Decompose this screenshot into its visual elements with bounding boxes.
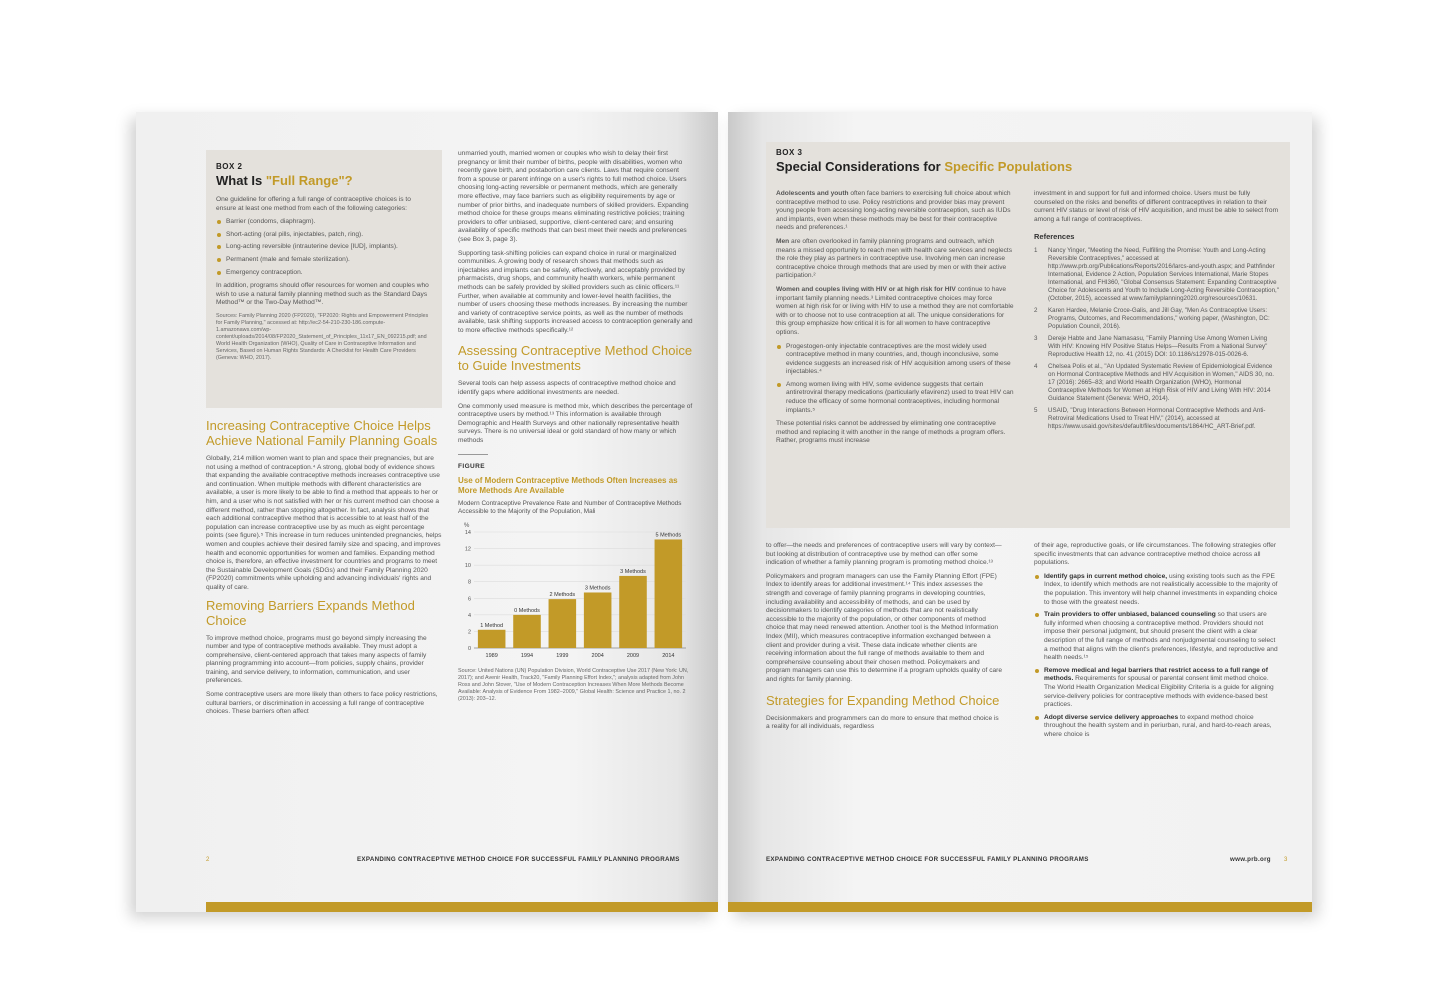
x-tick-label: 1999 <box>556 652 569 659</box>
y-tick-label: 0 <box>467 645 471 652</box>
list-item: Remove medical and legal barriers that restrict access to a full range of methods. Requirements for spousal or parental consent limit method choice. The World Health Organization Medical Eligibility Criteria is a guide for aligning service-delivery policies for contraceptive methods with evidence-based best practices. <box>1034 667 1280 710</box>
list-item: Adopt diverse service delivery approaches to expand method choice throughout the health system and in periurban, rural, and hard-to-reach areas, where choice is <box>1034 714 1280 740</box>
box-3-col-2 <box>1034 190 1280 435</box>
box-3 <box>766 142 1290 528</box>
y-tick-label: 2 <box>467 629 471 636</box>
category-list <box>216 218 432 277</box>
x-tick-label: 2009 <box>626 652 640 659</box>
paragraph: unmarried youth, married women or couples who wish to delay their first pregnancy or limit their number of births, people with disabilities, women who recently gave birth, and postabortion care clients. Laws that require consent from a spouse or parent infringe on a user's rights to full method choice. Users choosing long-acting reversible or permanent methods, which are generally more effective, may face barriers such as eligibility requirements by age or number of prior births, and inadequate numbers of skilled providers. Expanding method choice for these groups means eliminating restrictive policies; training providers to offer unbiased, supportive, client-centered care; and ensuring availability of specific methods that can best meet their needs and preferences (see Box 3, page 3). <box>458 150 689 243</box>
list-item: Barrier (condoms, diaphragm). <box>216 218 432 227</box>
paragraph: of their age, reproductive goals, or life circumstances. The following strategies offer specific investments that can advance contraceptive method choice across all populations. <box>1034 542 1277 567</box>
figure-source: Source: United Nations (UN) Population Division, World Contraceptive Use 2017 (New York: UN, 2017); and Avenir Health, Track20, "Family Planning Effort Index,"; analysis adapted from John Ross and John Stover, "Use of Modern Contraception Increases When More Methods Become Available: Analysis of Evidence From 1982–2009," Global Health: Science and Practice 1, no. 2 (2013): 203–12. <box>458 667 689 702</box>
section-heading: Increasing Contraceptive Choice Helps Achieve National Family Planning Goals <box>206 418 438 448</box>
list-item: Identify gaps in current method choice, using existing tools such as the FPE Index, to identify which methods are not realistically accessible to the majority of the population. This inventory will help channel investments in expanding choice to those with the greatest needs. <box>1034 573 1280 607</box>
reference-item: 5 USAID, "Drug Interactions Between Hormonal Contraceptive Methods and Anti-Retroviral Medications Used to Treat HIV," (2014), accessed at https://www.usaid.gov/sites/default/files/documents/1864/HC_ART-Brief.pdf. <box>1034 406 1266 430</box>
paragraph: One commonly used measure is method mix, which describes the percentage of contraceptive users by method.¹³ This information is available through Demographic and Health Surveys and other nationally representative health surveys. There is no universal ideal or gold standard of how many or which methods <box>458 402 693 445</box>
box-label: BOX 3 <box>776 148 803 157</box>
x-tick-label: 2014 <box>662 652 675 659</box>
paragraph: Decisionmakers and programmers can do more to ensure that method choice is a reality for all individuals, regardless <box>766 714 999 731</box>
y-tick-label: 4 <box>467 612 471 619</box>
section-heading: Assessing Contraceptive Method Choice to Guide Investments <box>458 343 693 374</box>
bar <box>513 614 541 647</box>
reference-item: 3 Dereje Habte and Jane Namasasu, "Family Planning Use Among Women Living With HIV: Knowing HIV Positive Status Helps—Results From a National Survey" Reproductive Health 12, no. 41 (2015) DOI: 10.1186/s12978-015-0026-6. <box>1034 334 1268 358</box>
x-tick-label: 1994 <box>520 652 534 659</box>
references-title: References <box>1034 232 1075 242</box>
y-tick-label: 14 <box>464 529 471 536</box>
figure-label: FIGURE <box>458 462 485 470</box>
x-tick-label: 2004 <box>591 652 604 659</box>
list-item: Long-acting reversible (intrauterine device [IUD], implants). <box>216 243 432 252</box>
list-item: Progestogen-only injectable contraceptives are the most widely used contraceptive method in many countries, and, though inconclusive, some evidence suggests an increased risk of HIV acquisition among users of these injectables.⁴ <box>776 343 1014 377</box>
data-label: 3 Methods <box>620 568 646 575</box>
gold-bar <box>728 902 1312 912</box>
left-column <box>206 418 442 722</box>
bar <box>584 592 612 648</box>
list-item: Train providers to offer unbiased, balanced counseling so that users are fully informed when choosing a contraceptive method. Providers should not impose their personal judgment, but should present the client with a clear description of the full range of methods and nonjudgmental counseling to select a method that aligns with the client's preferences, lifestyle, and reproductive and health needs.¹⁵ <box>1034 611 1280 663</box>
paragraph: To improve method choice, programs must go beyond simply increasing the number and type of contraceptive methods available. They must adopt a comprehensive, client-centered approach that takes many aspects of family planning programming into account—from policies, supply chains, provider training, and service delivery, to information, communication, and user preferences. <box>206 634 427 685</box>
y-tick-label: 12 <box>464 546 471 553</box>
bar <box>619 576 647 648</box>
reference-item: 4 Chelsea Polis et al., "An Updated Systematic Review of Epidemiological Evidence on Hormonal Contraceptive Methods and HIV Acquisition in Women," AIDS 30, no. 17 (2016): 2665–83; and World Health Organization (WHO), Hormonal Contraceptive Methods for Women at High Risk of HIV and Living With HIV: 2014 Guidance Statement (Geneva: WHO, 2014). <box>1034 362 1274 402</box>
paragraph: Policymakers and program managers can use the Family Planning Effort (FPE) Index to identify areas for additional investment.¹⁴ This index assesses the strength and coverage of family planning programs in developing countries, including availability and accessibility of methods, and can be used by decisionmakers to identify categories of methods that are not realistically accessible to the majority of the population, or other components of method choice that may need renewed attention. Another tool is the Method Information Index (MII), which measures contraceptive information exchanged between a client and provider during a visit. These data indicate whether clients are receiving information about the full range of methods available to them and comprehensive counseling about their chosen method. Policymakers and program managers can use this to determine if a program upholds quality of care and rights for family planning. <box>766 572 1003 683</box>
paragraph: Supporting task-shifting policies can expand choice in rural or marginalized communities. A growing body of research shows that methods such as injectables and implants can be safely, effectively, and acceptably provided by pharmacists, drug shops, and community health workers, while permanent methods can be safely provided by skilled providers such as clinic officers.¹¹ Further, when available at community and lower-level health facilities, the number of users choosing these methods increases. By increasing the number and variety of contraceptive service points, as well as the number of methods available, task shifting supports increased access to contraception generally and to more effective methods specifically.¹² <box>458 249 693 334</box>
reference-item: 2 Karen Hardee, Melanie Croce-Galis, and Jill Gay, "Men As Contraceptive Users: Programs, Outcomes, and Recommendations," working paper, (Washington, DC: Population Council, 2016). <box>1034 306 1270 330</box>
data-label: 1 Method <box>480 622 504 629</box>
list-item: Short-acting (oral pills, injectables, patch, ring). <box>216 231 432 240</box>
y-tick-label: 6 <box>467 595 471 602</box>
risk-list <box>776 343 1014 416</box>
page-footer: EXPANDING CONTRACEPTIVE METHOD CHOICE FOR SUCCESSFUL FAMILY PLANNING PROGRAMS <box>766 856 1089 863</box>
box-intro: One guideline for offering a full range of contraceptive choices is to ensure at least one method from each of the following categories: <box>216 196 411 212</box>
page-number: 2 <box>206 857 210 863</box>
bar <box>655 539 683 648</box>
list-item: Among women living with HIV, some evidence suggests that certain antiretroviral therapy medications (particularly efavirenz) used to treat HIV can reduce the efficacy of some hormonal contraceptives, including hormonal implants.⁵ <box>776 381 1014 415</box>
y-tick-label: 8 <box>467 579 471 586</box>
paragraph: investment in and support for full and informed choice. Users must be fully counseled on the risks and benefits of different contraceptives in relation to their current HIV status or level of risk of HIV acquisition, and must be able to select from among a full range of contraceptives. <box>1034 190 1279 223</box>
data-label: 5 Methods <box>655 532 682 539</box>
box-2 <box>206 150 442 408</box>
box-closing: In addition, programs should offer resources for women and couples who wish to use a natural family planning method such as the Standard Days Method™ or the Two-Day Method™. <box>216 282 429 307</box>
box-label: BOX 2 <box>216 162 243 171</box>
box-title: Special Considerations for Specific Populations <box>776 159 1073 174</box>
paragraph: Several tools can help assess aspects of contraceptive method choice and identify gaps where additional investments are needed. <box>458 380 676 397</box>
references-list <box>1034 247 1280 431</box>
left-page <box>136 112 718 912</box>
right-column <box>458 150 694 703</box>
paragraph: Globally, 214 million women want to plan and space their pregnancies, but are not using a method of contraception.⁴ A strong, global body of evidence shows that expanding the available contraceptive methods increases contraceptive use and continuation. When multiple methods with different characteristics are available, a user is more likely to be able to find a method that appeals to her or him, and a user who is not satisfied with her or his current method can choose a different method, rather than stopping altogether. In fact, analysis shows that each additional contraceptive method that is accessible to at least half of the population can increase contraceptive use by as much as eight percentage points (see figure).⁵ This increase in turn reduces unintended pregnancies, helps women and couples achieve their desired family size and spacing, and improves health and economic opportunities for women and families. Expanding method choice is, therefore, an effective investment for countries and programs to meet the Sustainable Development Goals (SDGs) and their Family Planning 2020 (FP2020) commitments while upholding and advancing individuals' rights and quality of care. <box>206 455 442 591</box>
data-label: 0 Methods <box>514 607 540 614</box>
website-url: www.prb.org <box>1230 856 1271 863</box>
data-label: 3 Methods <box>584 585 611 592</box>
page-number: 3 <box>1284 857 1288 863</box>
section-heading: Removing Barriers Expands Method Choice <box>206 597 415 628</box>
y-axis-label: % <box>464 522 470 529</box>
lower-right-column <box>1034 542 1280 744</box>
section-heading: Strategies for Expanding Method Choice <box>766 692 1000 708</box>
page-footer: EXPANDING CONTRACEPTIVE METHOD CHOICE FOR SUCCESSFUL FAMILY PLANNING PROGRAMS <box>357 856 680 863</box>
bar <box>478 629 506 647</box>
box-sources: Sources: Family Planning 2020 (FP2020), "FP2020: Rights and Empowerment Principles for Family Planning," accessed at: http://ec2-54-210-230-186.compute-1.amazonaws.com/wp-content/uploads/2014/08/FP2020_Statement_of_Principles_11x17_EN_092215.pdf; and World Health Organization (WHO), Quality of Care in Contraceptive Information and Services, Based on Human Rights Standards: A Checklist for Health Care Providers (Geneva: WHO, 2017). <box>216 312 429 361</box>
paragraph: These potential risks cannot be addressed by eliminating one contraceptive method and replacing it with another in the range of methods a program offers. Rather, programs must increase <box>776 420 1006 445</box>
gold-bar <box>206 902 718 912</box>
lower-left-column <box>766 542 1004 737</box>
figure-title: Use of Modern Contraceptive Methods Often Increases as More Methods Are Available <box>458 475 678 495</box>
figure-subtitle: Modern Contraceptive Prevalence Rate and Number of Contraceptive Methods Accessible to the Majority of the Population, Mali <box>458 499 682 515</box>
data-label: 2 Methods <box>549 591 576 598</box>
list-item: Emergency contraception. <box>216 269 432 278</box>
right-page <box>728 112 1312 912</box>
strategy-list <box>1034 573 1280 740</box>
reference-item: 1 Nancy Yinger, "Meeting the Need, Fulfilling the Promise: Youth and Long-Acting Reversible Contraceptives," accessed at http://www.prb.org/Publications/Reports/2016/larcs-and-youth.aspx; and Pathfinder International, Evidence 2 Action, Population Services International, Marie Stopes International, and FHI360, "Global Consensus Statement: Expanding Contraceptive Choice for Adolescents and Youth to Include Long-Acting Reversible Contraception," (October, 2015), accessed at www.familyplanning2020.org/resources/10631. <box>1034 246 1279 302</box>
box-3-col-1: Adolescents and youth often face barriers to exercising full choice about which contraceptive method to use. Policy restrictions and provider bias may prevent young people from accessing long-acting reversible contraception, such as IUDs and implants, even when these methods may be best for their contraceptive needs and preferences.¹ Men are often overlooked in family planning programs and outreach, which means a missed opportunity to reach men with health care services and neglects the role they play as partners in contraceptive use. Involving men can increase contraceptive choice through methods that are used by men or with their active participation.² Women and couples living with HIV or at high risk for HIV continue to have important family planning needs.³ Limited contraceptive choices may force women at high risk for or living with HIV to use a method they are not comfortable with or to choose not to use contraception at all. The unique considerations for this group emphasize how critical it is for all women to have contraceptive options. Progestogen-only injectable contraceptives are the most widely used contraceptive method in many countries, and, though inconclusive, some evidence suggests an increased risk of HIV acquisition among users of these injectables.⁴ Among women living with HIV, some evidence suggests that certain antiretroviral therapy medications (particularly efavirenz) used to treat HIV can reduce the efficacy of some hormonal contraceptives, including hormonal implants.⁵ These potential risks cannot be addressed by eliminating one contraceptive method and replacing it with another in the range of methods a program offers. Rather, programs must increase <box>776 190 1014 445</box>
box-title: What Is "Full Range"? <box>216 173 353 188</box>
paragraph: Some contraceptive users are more likely than others to face policy restrictions, cultural barriers, or discrimination in accessing a full range of contraceptive choices. These barriers often affect <box>206 691 438 716</box>
list-item: Permanent (male and female sterilization). <box>216 256 432 265</box>
paragraph: to offer—the needs and preferences of contraceptive users will vary by context—but looking at distribution of contraceptive use by method can offer some indication of whether a family planning program is promoting method choice.¹³ <box>766 542 1002 567</box>
bar-chart <box>458 518 694 668</box>
divider <box>458 454 488 455</box>
y-tick-label: 10 <box>464 562 471 569</box>
x-tick-label: 1989 <box>485 652 498 659</box>
bar <box>549 599 577 648</box>
